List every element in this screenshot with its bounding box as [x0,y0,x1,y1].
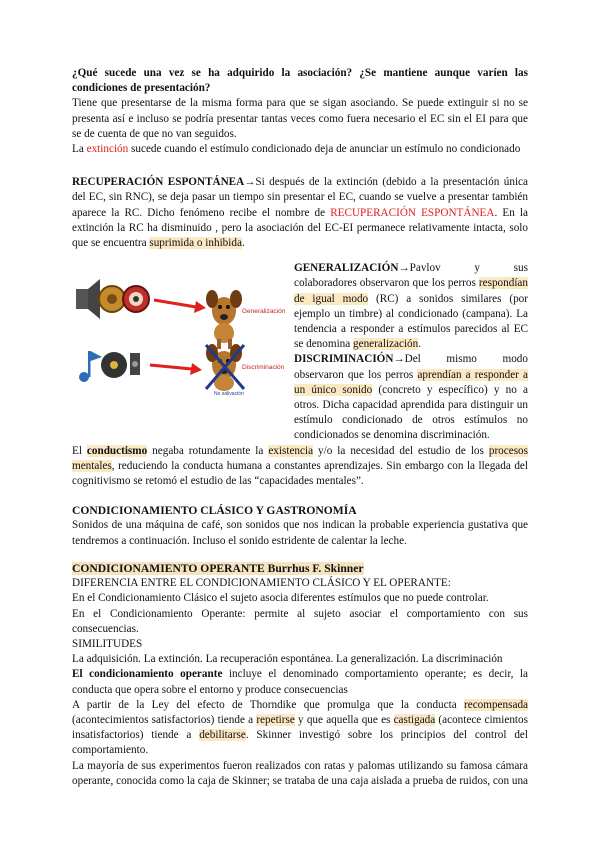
generalizacion-heading: GENERALIZACIÓN [294,262,399,275]
aprendian-highlight: aprendían a responder a un único sonido [294,368,529,396]
respondian-highlight: respondían de igual modo [294,277,528,305]
music-note-icon [79,351,102,382]
label-generalizacion: Generalización [242,308,286,316]
red-arrow-icon [154,300,196,307]
similitudes-heading: SIMILITUDES [72,637,143,650]
red-arrow-icon-2 [150,365,192,369]
definicion-paragraph: El condicionamiento operante incluye el denominado comportamiento operante; es decir, la conducta que opera sobre el entorno y produce consecuencias [72,668,528,696]
gastronomia-body: Sonidos de una máquina de café, son sonidos que nos indican la probable experiencia gustativa que tendremos a continuación. Incluso el sonido estridente de calentar la leche. [72,519,528,547]
gastronomia-heading: CONDICIONAMIENTO CLÁSICO Y GASTRONOMÍA [72,504,357,518]
similitudes-list: La adquisición. La extinción. La recuperación espontánea. La generalización. La discriminación [72,653,503,666]
question-body: Tiene que presentarse de la misma forma para que se sigan asociando. Se puede extinguir si no se presenta así e incluso se podría presentar tantas veces como fuera necesario el EC sin el EI para que se de cuenta de que no van seguidos. [72,97,528,140]
recuperacion-heading: RECUPERACIÓN ESPONTÁNEA [72,176,245,189]
label-discriminacion: Discriminación [242,364,285,372]
question-title: ¿Qué sucede una vez se ha adquirido la asociación? ¿Se mantiene aunque varíen las condiciones de presentación? [72,67,528,95]
document-page [72,66,528,789]
arrow-icon: → [244,176,256,189]
label-no-salivacion: No salivación [214,391,244,398]
repetirse-highlight: repetirse [256,713,295,726]
clasico-text: En el Condicionamiento Clásico el sujeto asocia diferentes estímulos que no puede controlar. [72,592,489,605]
suprimida-highlight: suprimida o inhibida [149,237,242,250]
castigada-highlight: castigada [393,713,436,726]
debilitarse-highlight: debilitarse [199,729,246,742]
generalizacion-paragraph: GENERALIZACIÓN→Pavlov y sus colaboradores observaron que los perros respondían de igual modo (RC) a sonidos similares (por ejemplo un timbre) al condicionado (campana). La tendencia a responder a estímulos parecidos al EC se denomina generalización. [294,262,528,351]
discriminacion-heading: DISCRIMINACIÓN [294,353,394,366]
speaker-icon [76,279,100,319]
conductismo-paragraph: El conductismo negaba rotundamente la existencia y/o la necesidad del estudio de los procesos mentales, reduciendo la conducta humana a constantes aprendizajes. Sin embargo con la llegada del cognitivismo se retomó el estudio de las “capacidades mentales”. [72,444,528,488]
arrow-icon: → [393,353,405,366]
generalizacion-discriminacion-illustration [72,265,288,397]
arrow-icon: → [398,262,410,275]
recompensada-highlight: recompensada [464,698,528,711]
operante-heading: CONDICIONAMIENTO OPERANTE Burrhus F. Skinner [72,561,364,575]
ley-efecto-paragraph: A partir de la Ley del efecto de Thorndike que promulga que la conducta recompensada (acontecimientos satisfactorios) tiende a repetirse y que aquella que es castigada (acontece cimientos insatisfactorios) tiende a debilitarse. Skinner investigó sobre los principios del control del comportamiento. [72,698,528,757]
generalizacion-section [72,261,528,443]
ratas-paragraph: La mayoría de sus experimentos fueron realizados con ratas y palomas utilizando su famosa cámara operante, conocida como la caja de Skinner; se trataba de una caja aislada a prueba de ruidos, con una [72,759,528,787]
pavlov-figure [72,265,288,397]
generalizacion-highlight: generalización [353,338,419,351]
diferencia-heading: DIFERENCIA ENTRE EL CONDICIONAMIENTO CLÁSICO Y EL OPERANTE: [72,577,451,590]
generalizacion-text [288,261,528,443]
conductismo-term: conductismo [86,444,148,457]
recuperacion-term: RECUPERACIÓN ESPONTÁNEA [330,206,495,219]
speaker-icon-2 [130,353,140,375]
existencia-highlight: existencia [268,444,314,457]
extincion-paragraph: La extinción sucede cuando el estímulo condicionado deja de anunciar un estímulo no condicionado [72,143,521,156]
discriminacion-paragraph: DISCRIMINACIÓN→Del mismo modo observaron que los perros aprendían a responder a un único sonido (concreto y específico) y no a otros. Dicha capacidad aprendida para distinguir un estímulo condicionado de otros estímulos no condicionados se denomina discriminación. [294,353,529,442]
recuperacion-paragraph: RECUPERACIÓN ESPONTÁNEA→Si después de la extinción (debido a la presentación única del EC, sin RNC), se deja pasar un tiempo sin presentar el EC, cuando se vuelve a presentar también aparece la RC. Dicho fenómeno recibe el nombre de RECUPERACIÓN ESPONTÁNEA. En la extinción la RC ha disminuido , pero la asociación del EC-EI permanece relativamente intacta, solo que se encuentra suprimida o inhibida. [72,176,528,250]
dog-icon [206,290,242,349]
extincion-term: extinción [86,143,129,156]
operante-text: En el Condicionamiento Operante: permite al sujeto asociar el comportamiento con sus consecuencias. [72,607,528,635]
procesos-highlight: procesos mentales [72,444,528,472]
